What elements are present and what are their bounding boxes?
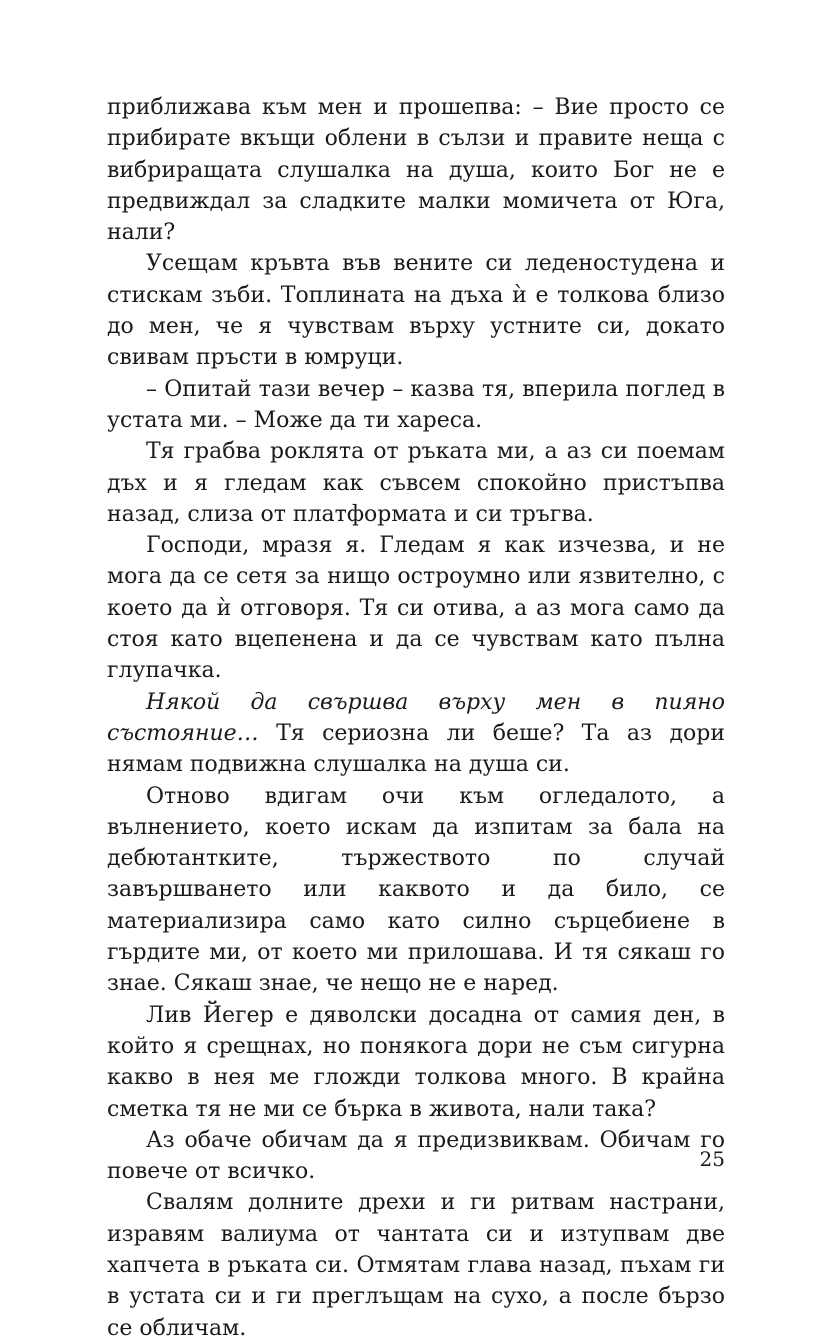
paragraph: Тя грабва роклята от ръката ми, а аз си поемам дъх и я гледам как съвсем спокойно пристъпва назад, слиза от платформата и си тръгва. bbox=[107, 439, 725, 527]
paragraph: Усещам кръвта във вените си леденостудена и стискам зъби. Топлината на дъха ѝ е толкова близо до мен, че я чувствам върху устните си, докато свивам пръсти в юмруци. bbox=[107, 251, 725, 371]
paragraph-italic-lead bbox=[107, 687, 725, 781]
paragraph: Аз обаче обичам да я предизвиквам. Обичам го повече от всичко. bbox=[107, 1127, 725, 1185]
paragraph-rest: Тя сериозна ли беше? Та аз дори нямам подвижна слушалка на душа си. bbox=[107, 720, 725, 778]
paragraph-continued: приближава към мен и прошепва: – Вие просто се прибирате вкъщи облени в сълзи и правите неща с вибриращата слушалка на душа, които Бог не е предвиждал за сладките малки момичета от Юга, нали? bbox=[107, 95, 725, 246]
paragraph: Отново вдигам очи към огледалото, а вълнението, което искам да изпитам за бала на дебютантките, тържеството по случай завършването или каквото и да било, се материализира само като силно сърцебиене в гърдите ми, от което ми прилошава. И тя сякаш го знае. Сякаш знае, че нещо не е наред. bbox=[107, 783, 725, 997]
paragraph: Лив Йегер е дяволски досадна от самия ден, в който я срещнах, но понякога дори не съм сигурна какво в нея ме гложди толкова много. В крайна сметка тя не ми се бърка в живота, нали така? bbox=[107, 1002, 725, 1122]
italic-phrase: Някой да свършва върху мен в пияно състояние… bbox=[107, 689, 725, 746]
paragraph-dialogue: – Опитай тази вечер – казва тя, вперила поглед в устата ми. – Може да ти хареса. bbox=[107, 376, 725, 433]
page-number: 25 bbox=[699, 1147, 725, 1171]
body-text bbox=[107, 92, 725, 1344]
paragraph: Свалям долните дрехи и ги ритвам настрани, изравям валиума от чантата си и изтупвам две хапчета в ръката си. Отмятам глава назад, пъхам ги в устата си и ги преглъщам на сухо, а после бързо се обличам. bbox=[107, 1190, 725, 1341]
paragraph: Господи, мразя я. Гледам я как изчезва, и не мога да се сетя за нищо остроумно или язвително, с което да ѝ отговоря. Тя си отива, а аз мога само да стоя като вцепенена и да се чувствам като пълна глупачка. bbox=[107, 533, 725, 684]
